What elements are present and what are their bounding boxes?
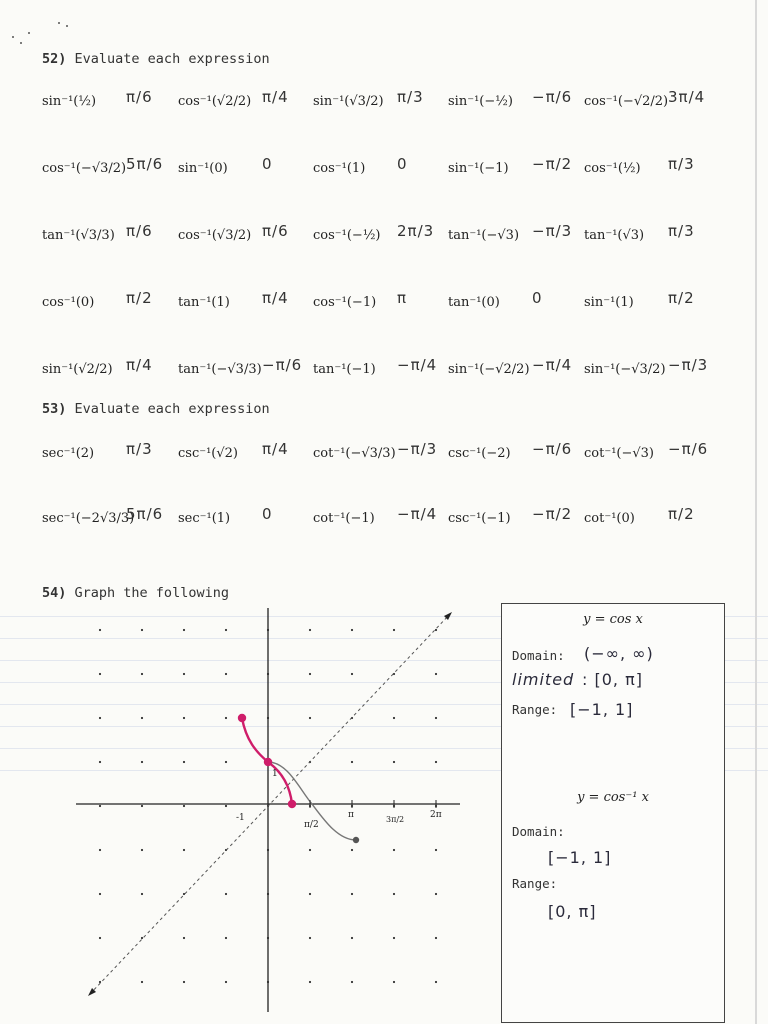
- grid-dot: [225, 805, 227, 807]
- grid-dot: [351, 761, 353, 763]
- handwritten-answer: −π/2: [532, 505, 573, 523]
- problem-expression: tan⁻¹(−1): [313, 362, 376, 377]
- range-answer: [0, π]: [548, 902, 597, 921]
- grid-dot: [351, 629, 353, 631]
- grid-dot: [183, 937, 185, 939]
- grid-dot: [435, 849, 437, 851]
- grid-dot: [309, 717, 311, 719]
- grid-dot: [351, 937, 353, 939]
- handwritten-answer: π/6: [126, 88, 153, 106]
- handwritten-answer: π/3: [668, 222, 695, 240]
- problem-expression: sin⁻¹(√2/2): [42, 362, 113, 377]
- tick-label: 3π/2: [386, 815, 405, 824]
- grid-dot: [99, 937, 101, 939]
- grid-dot: [309, 849, 311, 851]
- problem-expression: cos⁻¹(−√3/2): [42, 161, 127, 176]
- handwritten-answer: π/6: [262, 222, 289, 240]
- handwritten-answer: 0: [532, 289, 543, 307]
- function-2-title: y = cos⁻¹ x: [577, 790, 649, 805]
- speck: [58, 22, 60, 24]
- grid-dot: [393, 893, 395, 895]
- handwritten-answer: 5π/6: [126, 155, 164, 173]
- handwritten-answer: −π/3: [668, 356, 709, 374]
- tick-label: -1: [236, 813, 245, 823]
- limited-answer: : [0, π]: [582, 670, 643, 689]
- speck: [12, 36, 14, 38]
- grid-dot: [183, 673, 185, 675]
- function-1-title: y = cos x: [583, 612, 643, 627]
- problem-expression: cos⁻¹(√2/2): [178, 94, 252, 109]
- handwritten-answer: π/4: [262, 88, 289, 106]
- grid-dot: [141, 761, 143, 763]
- problem-expression: cos⁻¹(−½): [313, 228, 381, 243]
- grid-dot: [99, 761, 101, 763]
- handwritten-answer: 0: [262, 155, 273, 173]
- section-title: Evaluate each expression: [74, 401, 270, 417]
- problem-expression: tan⁻¹(√3): [584, 228, 645, 243]
- handwritten-answer: π: [397, 289, 408, 307]
- speck: [28, 32, 30, 34]
- handwritten-answer: −π/2: [532, 155, 573, 173]
- grid-dot: [393, 629, 395, 631]
- problem-expression: tan⁻¹(0): [448, 295, 500, 310]
- grid-dot: [99, 805, 101, 807]
- problem-expression: sin⁻¹(0): [178, 161, 228, 176]
- problem-expression: tan⁻¹(−√3/3): [178, 362, 262, 377]
- problem-expression: sin⁻¹(−1): [448, 161, 509, 176]
- grid-dot: [309, 673, 311, 675]
- handwritten-answer: −π/4: [397, 356, 438, 374]
- arccos-point: [264, 758, 272, 766]
- tick-label: π/2: [304, 820, 319, 830]
- handwritten-answer: π/2: [126, 289, 153, 307]
- problem-expression: tan⁻¹(−√3): [448, 228, 520, 243]
- range-answer: [−1, 1]: [570, 700, 634, 719]
- grid-dot: [435, 717, 437, 719]
- handwritten-answer: π/4: [262, 440, 289, 458]
- grid-dot: [393, 981, 395, 983]
- handwritten-answer: π/3: [126, 440, 153, 458]
- handwritten-answer: −π/6: [532, 88, 573, 106]
- problem-expression: cos⁻¹(1): [313, 161, 366, 176]
- problem-expression: cos⁻¹(−√2/2): [584, 94, 669, 109]
- grid-dot: [183, 981, 185, 983]
- grid-dot: [141, 717, 143, 719]
- problem-expression: cos⁻¹(½): [584, 161, 641, 176]
- grid-dot: [99, 629, 101, 631]
- grid-dot: [141, 937, 143, 939]
- grid-dot: [225, 629, 227, 631]
- grid-dot: [225, 981, 227, 983]
- grid-dot: [435, 673, 437, 675]
- grid-dot: [225, 893, 227, 895]
- problem-expression: sin⁻¹(1): [584, 295, 634, 310]
- grid-dot: [309, 937, 311, 939]
- handwritten-answer: π/2: [668, 289, 695, 307]
- handwritten-answer: π/6: [126, 222, 153, 240]
- problem-expression: cot⁻¹(0): [584, 511, 635, 526]
- function-info-panel: [501, 603, 725, 1023]
- grid-dot: [141, 893, 143, 895]
- handwritten-answer: π/2: [668, 505, 695, 523]
- problem-expression: sec⁻¹(2): [42, 446, 95, 461]
- page-edge: [755, 0, 757, 1024]
- grid-dot: [99, 673, 101, 675]
- grid-dot: [435, 761, 437, 763]
- domain-label: Domain:: [512, 824, 565, 839]
- grid-dot: [435, 937, 437, 939]
- grid-dot: [99, 893, 101, 895]
- handwritten-answer: −π/6: [532, 440, 573, 458]
- cos-endpoint: [353, 837, 359, 843]
- grid-dot: [183, 761, 185, 763]
- grid-dot: [435, 981, 437, 983]
- handwritten-answer: −π/3: [532, 222, 573, 240]
- grid-dot: [183, 717, 185, 719]
- limited-note: limited: [512, 670, 575, 689]
- handwritten-answer: −π/6: [668, 440, 709, 458]
- domain-answer: [−1, 1]: [548, 848, 612, 867]
- handwritten-answer: π/3: [668, 155, 695, 173]
- grid-dot: [183, 629, 185, 631]
- grid-dot: [141, 849, 143, 851]
- graph-plot: [60, 600, 480, 1020]
- problem-expression: cot⁻¹(−√3): [584, 446, 654, 461]
- grid-dot: [309, 981, 311, 983]
- problem-expression: csc⁻¹(−1): [448, 511, 511, 526]
- problem-expression: sin⁻¹(−√3/2): [584, 362, 666, 377]
- handwritten-answer: 0: [397, 155, 408, 173]
- problem-expression: sin⁻¹(−√2/2): [448, 362, 530, 377]
- section-title: Evaluate each expression: [74, 51, 270, 67]
- problem-expression: cos⁻¹(√3/2): [178, 228, 252, 243]
- handwritten-answer: π/4: [262, 289, 289, 307]
- handwritten-answer: π/4: [126, 356, 153, 374]
- tick-label: 1: [272, 769, 278, 779]
- grid-dot: [393, 937, 395, 939]
- section-number: 53): [42, 401, 67, 417]
- grid-dot: [309, 629, 311, 631]
- grid-dot: [351, 673, 353, 675]
- range-label: Range:: [512, 702, 558, 717]
- tick-label: π: [348, 810, 354, 820]
- grid-dot: [99, 849, 101, 851]
- handwritten-answer: −π/4: [397, 505, 438, 523]
- grid-dot: [183, 805, 185, 807]
- grid-dot: [393, 761, 395, 763]
- problem-expression: cos⁻¹(−1): [313, 295, 377, 310]
- grid-dot: [435, 893, 437, 895]
- problem-expression: cos⁻¹(0): [42, 295, 95, 310]
- grid-dot: [351, 893, 353, 895]
- handwritten-answer: −π/6: [262, 356, 303, 374]
- problem-expression: cot⁻¹(−1): [313, 511, 375, 526]
- grid-dot: [351, 849, 353, 851]
- problem-expression: csc⁻¹(√2): [178, 446, 239, 461]
- section-54-header: [42, 585, 229, 601]
- problem-expression: sec⁻¹(−2√3/3): [42, 511, 135, 526]
- section-53-header: [42, 401, 270, 417]
- section-52-header: [42, 51, 270, 67]
- grid-dot: [141, 981, 143, 983]
- grid-dot: [141, 673, 143, 675]
- problem-expression: cot⁻¹(−√3/3): [313, 446, 396, 461]
- grid-dot: [141, 629, 143, 631]
- arccos-endpoint: [288, 800, 296, 808]
- grid-dot: [99, 717, 101, 719]
- section-title: Graph the following: [74, 585, 229, 601]
- grid-dot: [309, 893, 311, 895]
- domain-answer: (−∞, ∞): [584, 644, 654, 663]
- grid-dot: [435, 629, 437, 631]
- handwritten-answer: 3π/4: [668, 88, 706, 106]
- handwritten-answer: 2π/3: [397, 222, 435, 240]
- problem-expression: tan⁻¹(√3/3): [42, 228, 115, 243]
- range-label: Range:: [512, 876, 558, 891]
- problem-expression: sin⁻¹(−½): [448, 94, 513, 109]
- grid-dot: [99, 981, 101, 983]
- section-number: 52): [42, 51, 67, 67]
- handwritten-answer: 5π/6: [126, 505, 164, 523]
- domain-label: Domain:: [512, 648, 565, 663]
- grid-dot: [351, 981, 353, 983]
- problem-expression: sin⁻¹(√3/2): [313, 94, 384, 109]
- handwritten-answer: π/3: [397, 88, 424, 106]
- handwritten-answer: −π/4: [532, 356, 573, 374]
- tick-label: 2π: [430, 810, 442, 820]
- speck: [20, 42, 22, 44]
- problem-expression: sin⁻¹(½): [42, 94, 97, 109]
- grid-dot: [225, 717, 227, 719]
- grid-dot: [141, 805, 143, 807]
- grid-dot: [225, 673, 227, 675]
- problem-expression: tan⁻¹(1): [178, 295, 230, 310]
- problem-expression: csc⁻¹(−2): [448, 446, 511, 461]
- handwritten-answer: −π/3: [397, 440, 438, 458]
- grid-dot: [393, 717, 395, 719]
- grid-dot: [393, 849, 395, 851]
- section-number: 54): [42, 585, 67, 601]
- speck: [66, 25, 68, 27]
- grid-dot: [225, 761, 227, 763]
- arccos-endpoint: [238, 714, 246, 722]
- grid-dot: [225, 937, 227, 939]
- grid-dot: [183, 893, 185, 895]
- handwritten-answer: 0: [262, 505, 273, 523]
- grid-dot: [183, 849, 185, 851]
- problem-expression: sec⁻¹(1): [178, 511, 231, 526]
